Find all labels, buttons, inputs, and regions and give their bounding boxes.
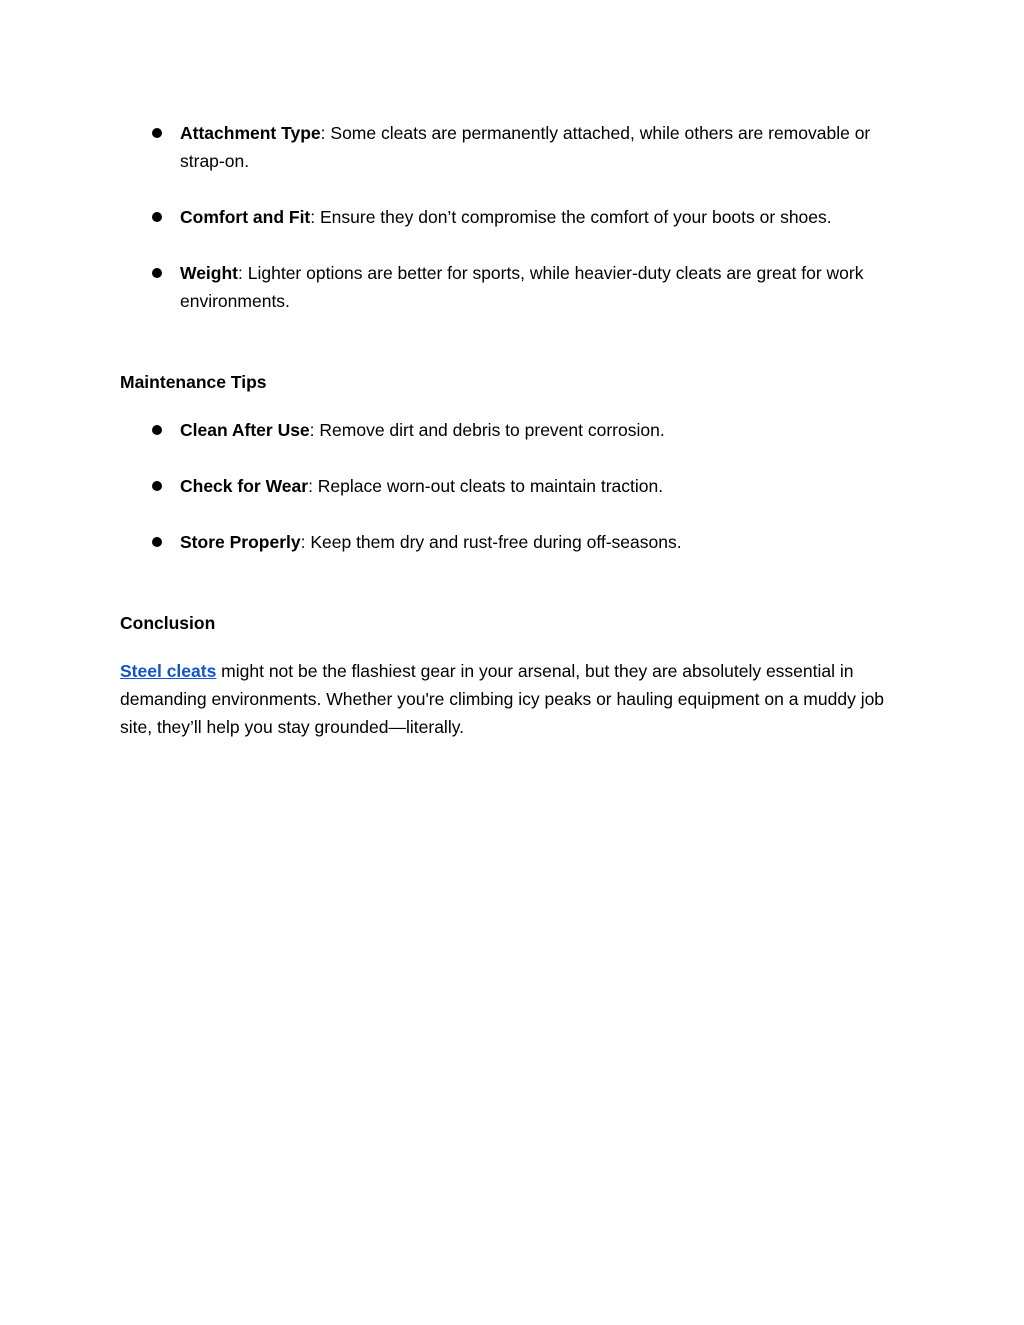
list-item	[120, 203, 910, 231]
conclusion-heading: Conclusion	[120, 613, 216, 633]
bullet-icon	[152, 537, 162, 547]
list-item-text: : Keep them dry and rust-free during off-seasons.	[300, 532, 682, 552]
list-item-term: Store Properly	[180, 532, 301, 552]
list-item	[120, 416, 910, 444]
list-item	[120, 528, 910, 556]
list-item-term: Attachment Type	[180, 123, 321, 143]
list-item-term: Check for Wear	[180, 476, 309, 496]
list-item	[120, 472, 910, 500]
list-item-text: : Replace worn-out cleats to maintain traction.	[308, 476, 664, 496]
list-item-term: Comfort and Fit	[180, 207, 311, 227]
bullet-icon	[152, 212, 162, 222]
list-item-text: : Ensure they don’t compromise the comfort of your boots or shoes.	[310, 207, 832, 227]
conclusion-body: might not be the flashiest gear in your arsenal, but they are absolutely essential in demanding environments. Whether you're climbing icy peaks or hauling equipment on a muddy job site, they’ll help you stay grounded—literally.	[120, 661, 885, 737]
bullet-icon	[152, 425, 162, 435]
features-list	[120, 119, 910, 315]
list-item-text: : Remove dirt and debris to prevent corrosion.	[309, 420, 665, 440]
steel-cleats-link[interactable]: Steel cleats	[120, 661, 217, 681]
bullet-icon	[152, 268, 162, 278]
bullet-icon	[152, 128, 162, 138]
maintenance-heading: Maintenance Tips	[120, 372, 267, 392]
list-item	[120, 259, 910, 315]
list-item-text: : Lighter options are better for sports, while heavier-duty cleats are great for work environments.	[180, 263, 864, 311]
list-item-text: : Some cleats are permanently attached, while others are removable or strap-on.	[180, 123, 871, 171]
list-item-term: Weight	[180, 263, 239, 283]
conclusion-paragraph	[120, 657, 910, 741]
list-item	[120, 119, 910, 175]
list-item-term: Clean After Use	[180, 420, 310, 440]
bullet-icon	[152, 481, 162, 491]
maintenance-list	[120, 416, 910, 556]
